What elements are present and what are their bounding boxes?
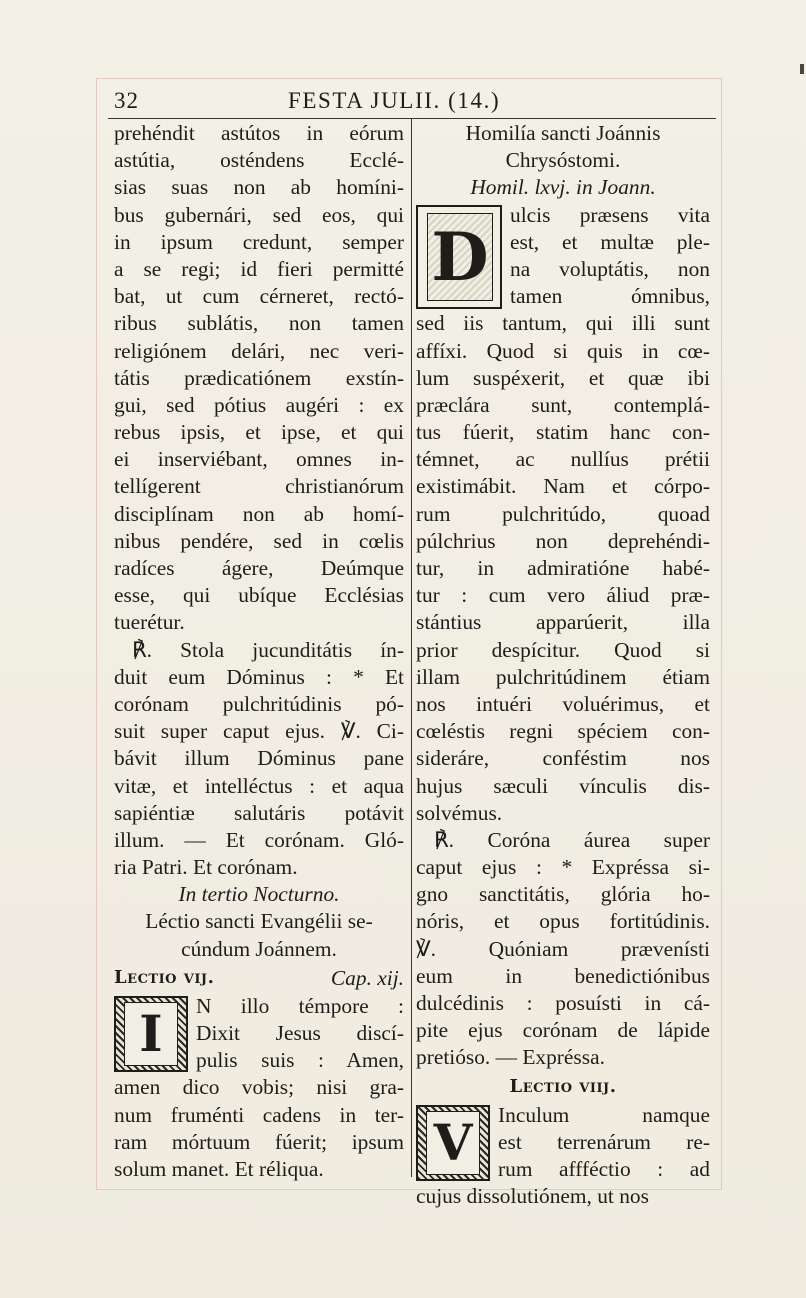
text-line: prior despícitur. Quod si bbox=[416, 637, 710, 662]
responsory-line: bávit illum Dóminus pane bbox=[114, 746, 404, 771]
dropcap-i-letter: I bbox=[124, 1002, 178, 1066]
text-line: astútia, osténdens Ecclé- bbox=[114, 148, 404, 173]
text-line: in ipsum credunt, semper bbox=[114, 229, 404, 254]
responsory-line: ℣. Quóniam prævenísti bbox=[416, 936, 710, 961]
text-line: púlchrius non deprehéndi- bbox=[416, 528, 710, 553]
text-line: num fruménti cadens in ter- bbox=[114, 1102, 404, 1127]
responsory-line: suit super caput ejus. ℣. Ci- bbox=[114, 719, 404, 744]
text-line: gui, sed pótius augéri : ex bbox=[114, 392, 404, 417]
text-line: affíxi. Quod si quis in cœ- bbox=[416, 338, 710, 363]
running-title: FESTA JULII. (14.) bbox=[288, 88, 501, 113]
dropcap-i-lines bbox=[196, 993, 404, 1075]
responsory-left bbox=[114, 637, 404, 882]
page-number: 32 bbox=[114, 88, 139, 113]
text-line: esse, qui ubíque Ecclésias bbox=[114, 583, 404, 608]
dropcap-v-letter: V bbox=[426, 1111, 480, 1175]
text-line: existimábit. Nam et córpo- bbox=[416, 474, 710, 499]
text-line: est terrenárum re- bbox=[498, 1129, 710, 1154]
responsory-line: ℟. Coróna áurea super bbox=[434, 827, 710, 852]
text-line: est, et multæ ple- bbox=[510, 229, 710, 254]
text-line: ribus sublátis, non tamen bbox=[114, 311, 404, 336]
gospel-title-line-2: cúndum Joánnem. bbox=[181, 936, 337, 961]
homily-title-line-1: Homilía sancti Joánnis bbox=[465, 121, 661, 145]
text-line: ei inserviébant, omnes in- bbox=[114, 447, 404, 472]
text-line: religiónem delári, nec veri- bbox=[114, 338, 404, 363]
responsory-line: ℟. Stola jucunditátis ín- bbox=[132, 637, 404, 662]
text-line: nos intuéri voluérimus, et bbox=[416, 691, 710, 716]
text-line: ram mórtuum fúerit; ipsum bbox=[114, 1129, 404, 1154]
responsory-line: pite ejus corónam de lápide bbox=[416, 1018, 710, 1043]
responsory-line: vitæ, et intelléctus : et aqua bbox=[114, 773, 404, 798]
responsory-line: illum. — Et corónam. Gló- bbox=[114, 827, 404, 852]
text-line: ulcis præsens vita bbox=[510, 202, 710, 227]
dropcap-v bbox=[416, 1105, 490, 1181]
text-line: témnet, ac nullíus prétii bbox=[416, 447, 710, 472]
text-line: sed iis tantum, qui illi sunt bbox=[416, 311, 710, 336]
text-line: radíces ágere, Deúmque bbox=[114, 556, 404, 580]
text-line: pulis suis : Amen, bbox=[196, 1048, 404, 1073]
column-rule bbox=[411, 119, 412, 1177]
dropcap-d-lines bbox=[510, 202, 710, 311]
lectio-vii-text bbox=[114, 1074, 404, 1183]
responsory-line: pretióso. — Expréssa. bbox=[416, 1045, 605, 1070]
homily-opening bbox=[416, 202, 710, 311]
text-line: Dixit Jesus discí- bbox=[196, 1021, 404, 1045]
responsory-line: eum in benedictiónibus bbox=[416, 963, 710, 988]
header-rule bbox=[108, 118, 716, 119]
dropcap-d-letter: D bbox=[427, 213, 493, 301]
text-line: prehéndit astútos in eórum bbox=[114, 121, 404, 145]
responsory-line: duit eum Dóminus : * Et bbox=[114, 664, 404, 689]
text-line: cœléstis regni spéciem con- bbox=[416, 719, 710, 744]
homily-text bbox=[416, 310, 710, 827]
text-line: rebus ipsis, et ipse, et qui bbox=[114, 420, 404, 445]
text-line: Inculum namque bbox=[498, 1102, 710, 1127]
text-line: solum manet. Et réliqua. bbox=[114, 1156, 324, 1181]
lectio-vii-heading bbox=[114, 963, 404, 993]
nocturn-title: In tertio Nocturno. bbox=[178, 882, 340, 907]
left-column bbox=[114, 120, 404, 1183]
responsory-right bbox=[416, 827, 710, 1072]
chapter-ref: Cap. xij. bbox=[330, 965, 404, 990]
dropcap-d bbox=[416, 205, 502, 309]
responsory-line: dulcédinis : posuísti in cá- bbox=[416, 991, 710, 1015]
text-line: tus fúerit, statim hanc con- bbox=[416, 420, 710, 445]
text-line: N illo témpore : bbox=[196, 993, 404, 1018]
text-line: tellígerent christianórum bbox=[114, 474, 404, 499]
responsory-line: nóris, et opus fortitúdinis. bbox=[416, 909, 710, 934]
text-line: na voluptátis, non bbox=[510, 256, 710, 281]
responsory-line: sapiéntiæ salutáris potávit bbox=[114, 800, 404, 825]
text-line: tamen ómnibus, bbox=[510, 284, 710, 309]
text-line: hujus sæculi vínculis dis- bbox=[416, 773, 710, 798]
responsory-line: ria Patri. Et corónam. bbox=[114, 855, 298, 880]
text-line: rum pulchritúdo, quoad bbox=[416, 501, 710, 526]
edge-mark bbox=[800, 64, 804, 74]
text-line: a se regi; id fieri permitté bbox=[114, 256, 404, 281]
homily-reference: Homil. lxvj. in Joann. bbox=[470, 175, 656, 200]
homily-title-line-2: Chrysóstomi. bbox=[505, 148, 621, 173]
text-line: præclára sunt, contemplá- bbox=[416, 392, 710, 417]
gospel-title-line-1: Léctio sancti Evangélii se- bbox=[145, 909, 373, 934]
lectio-viii-opening bbox=[416, 1102, 710, 1184]
dropcap-v-lines bbox=[498, 1102, 710, 1184]
lesson-text-continued bbox=[114, 120, 404, 637]
text-line: tur : cum vero áliud præ- bbox=[416, 583, 710, 608]
final-line: cujus dissolutiónem, ut nos bbox=[416, 1184, 649, 1209]
text-line: stántius apparúerit, illa bbox=[416, 610, 710, 635]
text-line: tuerétur. bbox=[114, 610, 185, 635]
lectio-viii-heading bbox=[416, 1072, 710, 1102]
text-line: rum affféctio : ad bbox=[498, 1156, 710, 1181]
text-line: sias suas non ab homíni- bbox=[114, 175, 404, 200]
text-line: disciplínam non ab homí- bbox=[114, 501, 404, 526]
lectio-vii-opening bbox=[114, 993, 404, 1075]
responsory-line: caput ejus : * Expréssa si- bbox=[416, 855, 710, 880]
responsory-line: corónam pulchritúdinis pó- bbox=[114, 691, 404, 716]
text-line: sideráre, conféstim nos bbox=[416, 746, 710, 771]
text-line: bat, ut cum cérneret, rectó- bbox=[114, 284, 404, 309]
text-line: nibus pendére, sed in cœlis bbox=[114, 528, 404, 553]
lectio-viii-label: Lectio viij. bbox=[509, 1075, 617, 1097]
lectio-vii-label: Lectio vij. bbox=[114, 966, 215, 988]
text-line: tátis prædicatiónem exstín- bbox=[114, 365, 404, 390]
running-header bbox=[112, 86, 716, 122]
responsory-line: gno sanctitátis, glória ho- bbox=[416, 882, 710, 907]
right-column bbox=[416, 120, 710, 1210]
text-line: bus gubernári, sed eos, qui bbox=[114, 202, 404, 227]
text-line: amen dico vobis; nisi gra- bbox=[114, 1075, 404, 1100]
text-line: lum suspéxerit, et quæ ibi bbox=[416, 365, 710, 390]
text-line: illam pulchritúdinem étiam bbox=[416, 664, 710, 689]
text-line: solvémus. bbox=[416, 800, 503, 825]
dropcap-i bbox=[114, 996, 188, 1072]
text-line: tur, in admiratióne habé- bbox=[416, 556, 710, 580]
